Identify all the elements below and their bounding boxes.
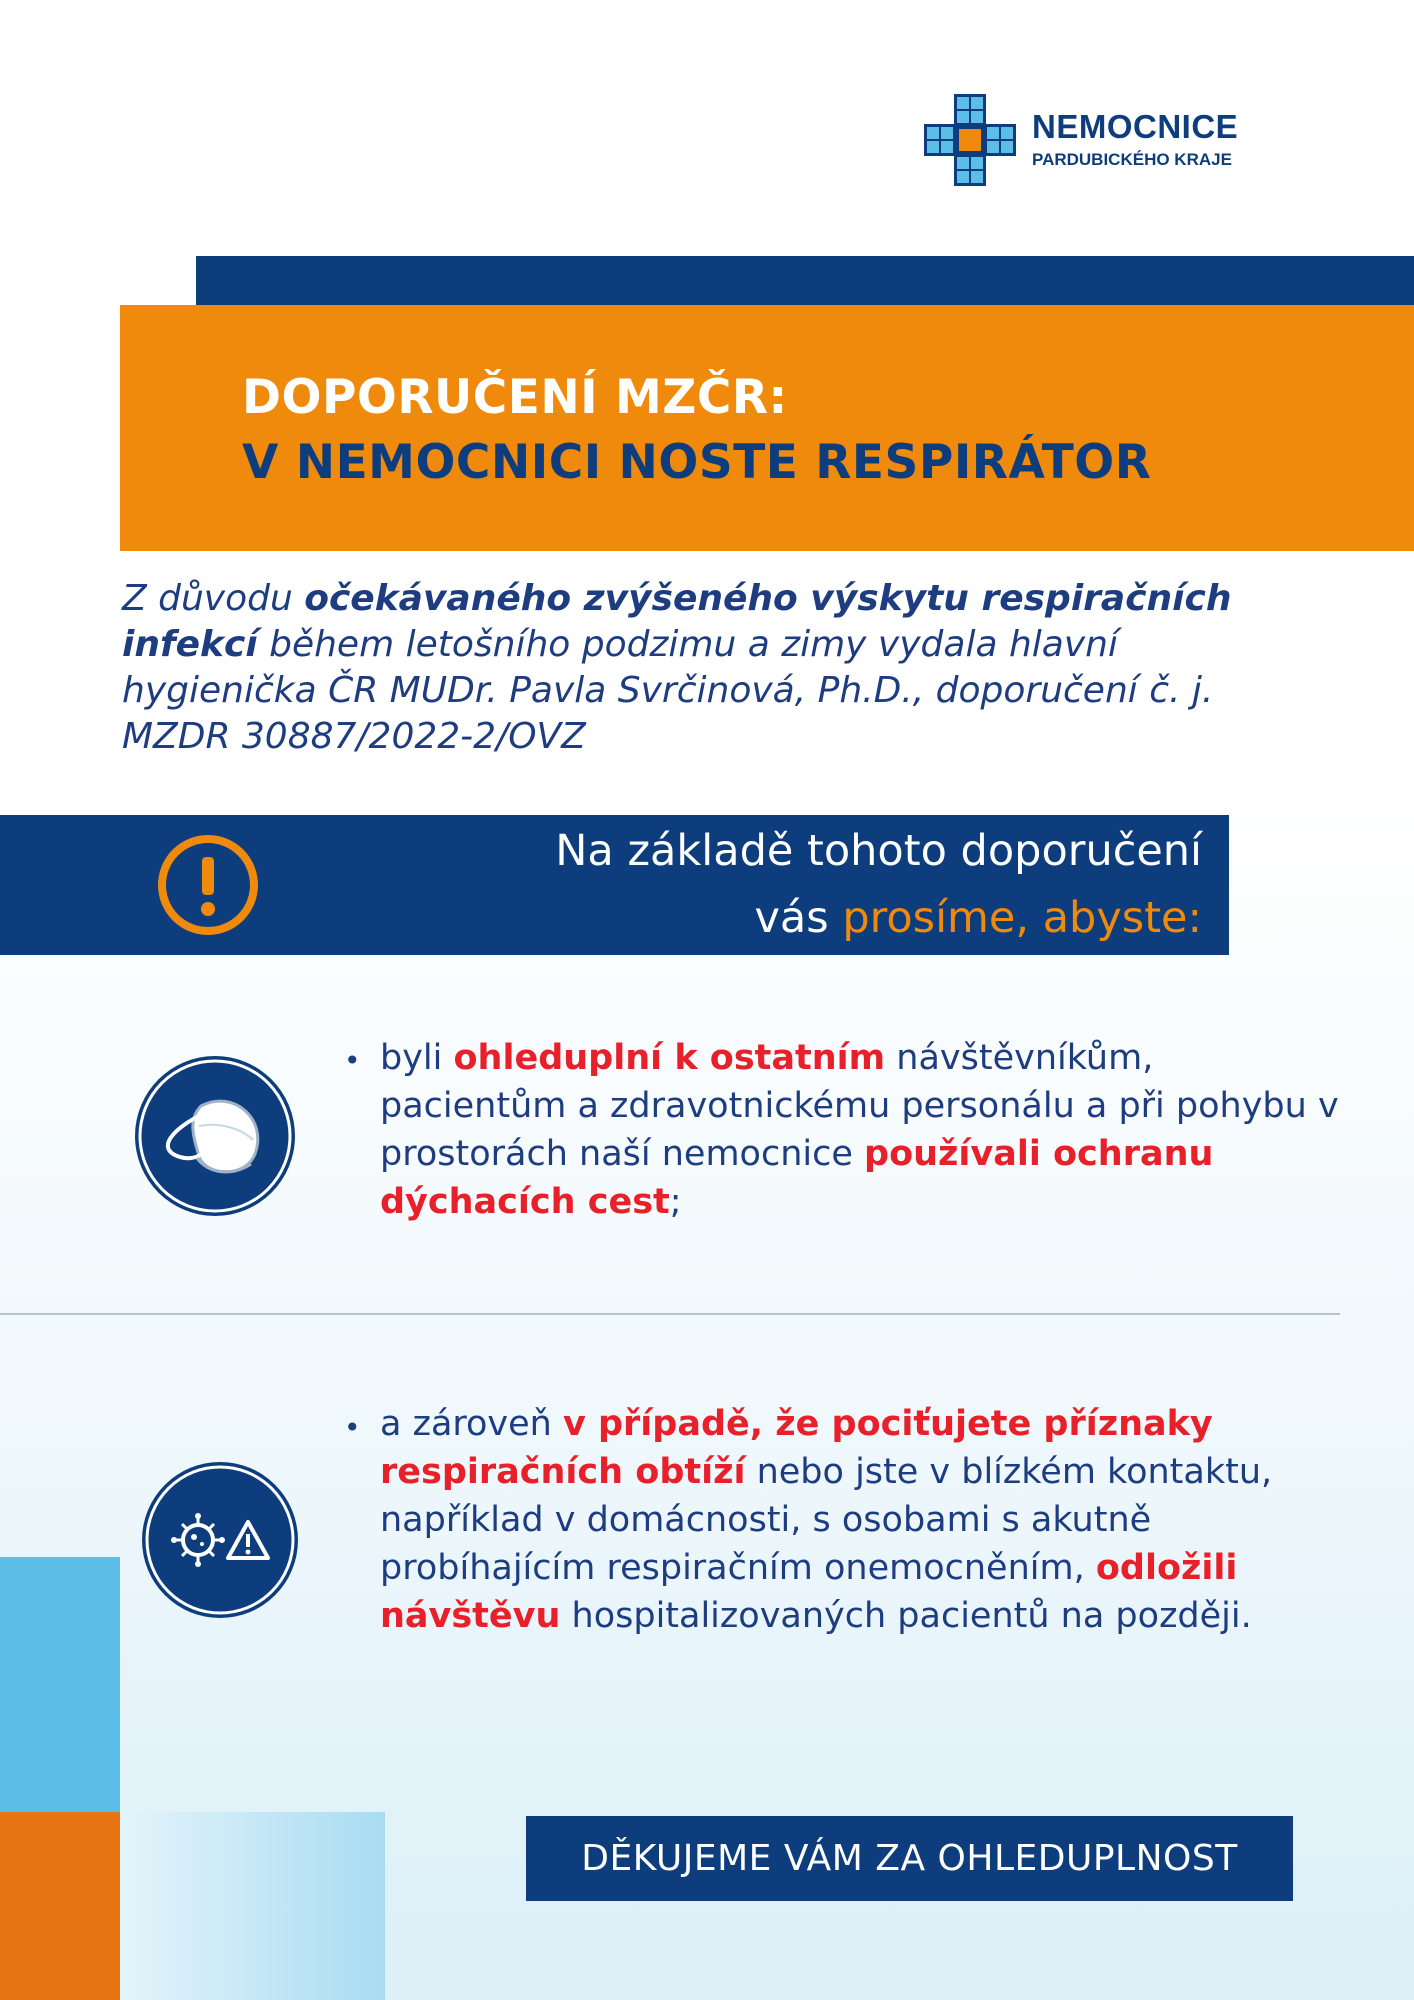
bullet1-text-1: byli bbox=[380, 1038, 454, 1078]
intro-bold: očekávaného zvýšeného výskytu respiračních infekcí bbox=[122, 578, 1232, 665]
intro-paragraph bbox=[122, 576, 1302, 760]
bullet2-highlight-1: v případě, že pociťujete příznaky respiračních obtíží bbox=[380, 1404, 1213, 1492]
notice-line1: Na základě tohoto doporučení bbox=[555, 826, 1202, 876]
bullet2-text-1: a zároveň bbox=[380, 1404, 563, 1444]
hospital-logo bbox=[924, 94, 1284, 186]
bullet1-highlight-2: používali ochranu dýchacích cest bbox=[380, 1134, 1214, 1222]
exclamation-circle-icon bbox=[156, 833, 260, 937]
bullet1-text-2: návštěvníkům, pacientům a zdravotnickému personálu a při pohybu v prostorách naší nemocnice bbox=[380, 1038, 1339, 1174]
notice-line2-accent: prosíme, abyste: bbox=[842, 893, 1202, 943]
bullet-dot-icon: • bbox=[344, 1411, 361, 1444]
notice-line2-plain: vás bbox=[754, 893, 843, 943]
thanks-banner: DĚKUJEME VÁM ZA OHLEDUPLNOST bbox=[526, 1816, 1293, 1901]
decor-block-blue bbox=[0, 1557, 120, 1812]
bullet1-text-3: ; bbox=[669, 1182, 682, 1222]
cross-logo-icon bbox=[924, 94, 1016, 186]
logo-subtitle: PARDUBICKÉHO KRAJE bbox=[1032, 150, 1232, 169]
virus-warning-icon bbox=[140, 1460, 300, 1620]
bullet2-highlight-2: odložili návštěvu bbox=[380, 1548, 1238, 1636]
bullet1-highlight-1: ohleduplní k ostatním bbox=[453, 1038, 886, 1078]
header-banner bbox=[120, 305, 1414, 551]
face-mask-icon bbox=[133, 1054, 297, 1218]
page-title-line2: V NEMOCNICI NOSTE RESPIRÁTOR bbox=[242, 435, 1152, 490]
logo-name: NEMOCNICE bbox=[1032, 108, 1239, 145]
divider bbox=[0, 1313, 1340, 1315]
header-accent-bar bbox=[196, 256, 1414, 306]
bullet-item-2 bbox=[380, 1400, 1340, 1640]
intro-text-2: během letošního podzimu a zimy vydala hlavní hygienička ČR MUDr. Pavla Svrčinová, Ph.D., doporučení č. j. MZDR 30887/2022-2/OVZ bbox=[122, 624, 1214, 757]
bullet-item-1 bbox=[380, 1034, 1340, 1226]
decor-block-orange bbox=[0, 1812, 120, 2000]
bullet2-text-3: hospitalizovaných pacientů na později. bbox=[560, 1596, 1252, 1636]
intro-text-1: Z důvodu bbox=[122, 578, 305, 619]
bullet-dot-icon: • bbox=[344, 1044, 361, 1077]
notice-line2 bbox=[754, 893, 1202, 943]
decor-block-light bbox=[120, 1812, 385, 2000]
bullet2-text-2: nebo jste v blízkém kontaktu, například v domácnosti, s osobami s akutně probíhajícím respiračním onemocněním, bbox=[380, 1452, 1273, 1588]
page-title-line1: DOPORUČENÍ MZČR: bbox=[242, 370, 788, 425]
